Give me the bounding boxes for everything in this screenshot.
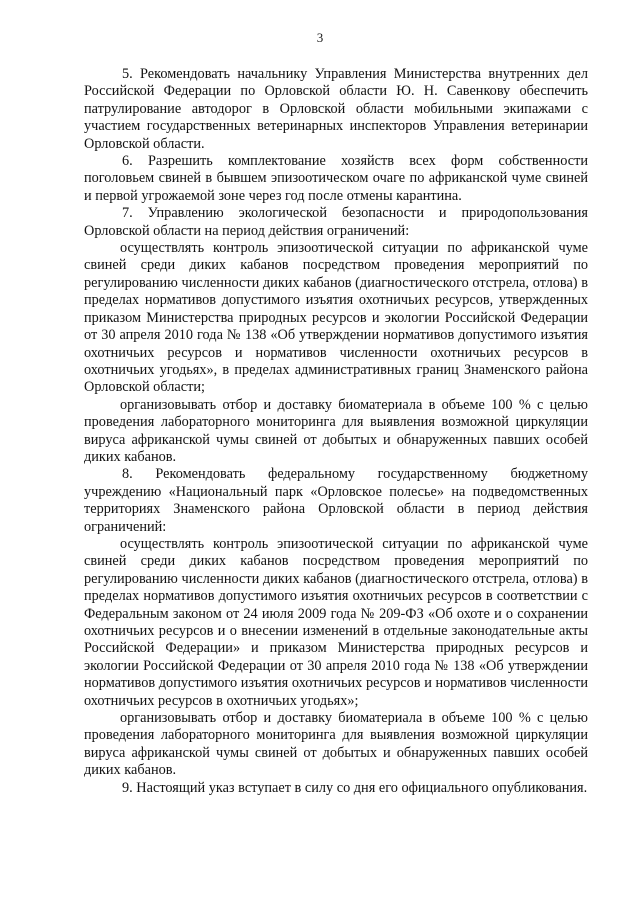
paragraph-item-5: 5. Рекомендовать начальнику Управления Министерства внутренних дел Российской Федерации по Орловской области Ю. Н. Савенкову обеспечить патрулирование автодорог в Орловской области мобильными экипажами с участием государственных ветеринарных инспекторов Управления ветеринарии Орловской области. bbox=[84, 66, 588, 152]
subparagraph-control-monitoring: осуществлять контроль эпизоотической ситуации по африканской чуме свиней среди диких кабанов посредством проведения мероприятий по регулированию численности диких кабанов (диагностического отстрела, отлова) в пределах нормативов допустимого изъятия охотничьих ресурсов, утвержденных приказом Министерства природных ресурсов и экологии Российской Федерации от 30 апреля 2010 года № 138 «Об утверждении нормативов допустимого изъятия охотничьих ресурсов и нормативов численности охотничьих ресурсов в охотничьих угодьях», в пределах административных границ Знаменского района Орловской области; bbox=[84, 240, 588, 396]
paragraph-item-8: 8. Рекомендовать федеральному государственному бюджетному учреждению «Национальный парк «Орловское полесье» на подведомственных территориях Знаменского района Орловской области в период действия ограничений: bbox=[84, 466, 588, 535]
subparagraph-biomaterial-sampling-park: организовывать отбор и доставку биоматериала в объеме 100 % с целью проведения лабораторного мониторинга для выявления возможной циркуляции вируса африканской чумы свиней от добытых и обнаруженных павших особей диких кабанов. bbox=[84, 710, 588, 779]
subparagraph-control-monitoring-park: осуществлять контроль эпизоотической ситуации по африканской чуме свиней среди диких кабанов посредством проведения мероприятий по регулированию численности диких кабанов (диагностического отстрела, отлова) в пределах нормативов допустимого изъятия охотничьих ресурсов в соответствии с Федеральным законом от 24 июля 2009 года № 209-ФЗ «Об охоте и о сохранении охотничьих ресурсов и о внесении изменений в отдельные законодательные акты Российской Федерации» и приказом Министерства природных ресурсов и экологии Российской Федерации от 30 апреля 2010 года № 138 «Об утверждении нормативов допустимого изъятия охотничьих ресурсов и нормативов численности охотничьих ресурсов в охотничьих угодьях»; bbox=[84, 535, 588, 709]
paragraph-item-9: 9. Настоящий указ вступает в силу со дня его официального опубликования. bbox=[122, 779, 588, 796]
paragraph-item-7: 7. Управлению экологической безопасности и природопользования Орловской области на период действия ограничений: bbox=[84, 205, 588, 239]
subparagraph-biomaterial-sampling: организовывать отбор и доставку биоматериала в объеме 100 % с целью проведения лабораторного мониторинга для выявления возможной циркуляции вируса африканской чумы свиней от добытых и обнаруженных павших особей диких кабанов. bbox=[84, 396, 588, 465]
document-body bbox=[84, 66, 588, 797]
page-number: 3 bbox=[316, 30, 324, 45]
paragraph-item-6: 6. Разрешить комплектование хозяйств всех форм собственности поголовьем свиней в бывшем эпизоотическом очаге по африканской чуме свиней и первой угрожаемой зоне через год после отмены карантина. bbox=[84, 153, 588, 204]
